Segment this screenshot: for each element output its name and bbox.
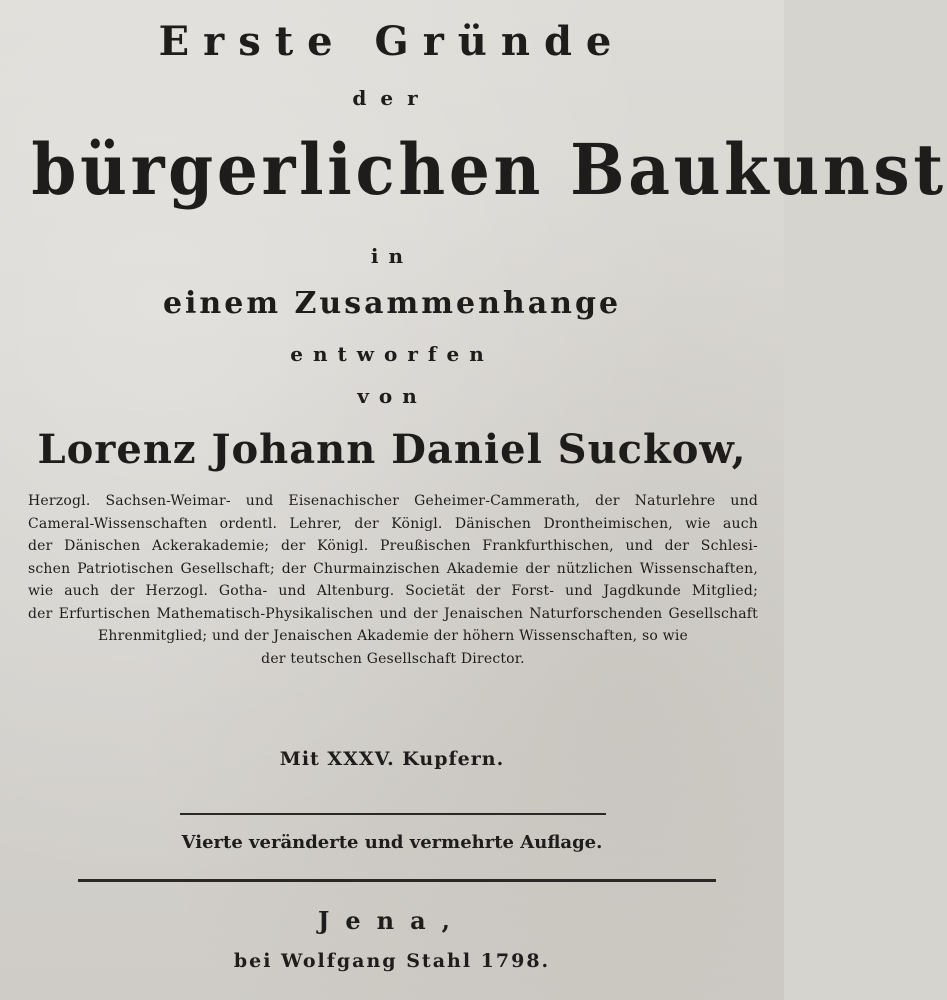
- credentials-line: der Dänischen Ackerakademie; der Königl. Preußischen Frankfurthischen, und der Schlesi-: [28, 538, 758, 554]
- title-line-by: von: [357, 384, 427, 408]
- credentials-line: schen Patriotischen Gesellschaft; der Churmainzischen Akademie der nützlichen Wissenschaften,: [28, 560, 758, 577]
- author-credentials: [28, 490, 758, 670]
- author-name: Lorenz Johann Daniel Suckow,: [37, 426, 747, 473]
- credentials-line: der teutschen Gesellschaft Director.: [261, 650, 525, 667]
- title-line-drafted: entworfen: [290, 342, 494, 366]
- title-line-der: der: [352, 86, 432, 110]
- main-title: bürgerlichen Baukunst: [31, 128, 947, 211]
- credentials-line: der Erfurtischen Mathematisch-Physikalischen und der Jenaischen Naturforschenden Gesellschaft: [28, 605, 758, 622]
- edition-note: Vierte veränderte und vermehrte Auflage.: [181, 832, 603, 853]
- credentials-line: Ehrenmitglied; und der Jenaischen Akademie der höhern Wissenschaften, so wie: [98, 628, 688, 644]
- plates-note: Mit XXXV. Kupfern.: [279, 748, 505, 770]
- credentials-line: Herzogl. Sachsen-Weimar- und Eisenachischer Geheimer-Cammerath, der Naturlehre und: [28, 493, 758, 509]
- credentials-line: Cameral-Wissenschaften ordentl. Lehrer, der Königl. Dänischen Drontheimischen, wie auch: [28, 515, 758, 532]
- divider-top: [180, 813, 606, 815]
- title-line-in: in: [370, 244, 414, 268]
- divider-bottom: [78, 879, 716, 882]
- place-of-publication: Jena,: [318, 906, 466, 935]
- title-line-context: einem Zusammenhange: [162, 286, 622, 321]
- credentials-line: wie auch der Herzogl. Gotha- und Altenburg. Societät der Forst- und Jagdkunde Mitglied;: [28, 583, 758, 599]
- title-line-first-principles: Erste Gründe: [158, 18, 626, 65]
- publisher-imprint: bei Wolfgang Stahl 1798.: [233, 950, 551, 972]
